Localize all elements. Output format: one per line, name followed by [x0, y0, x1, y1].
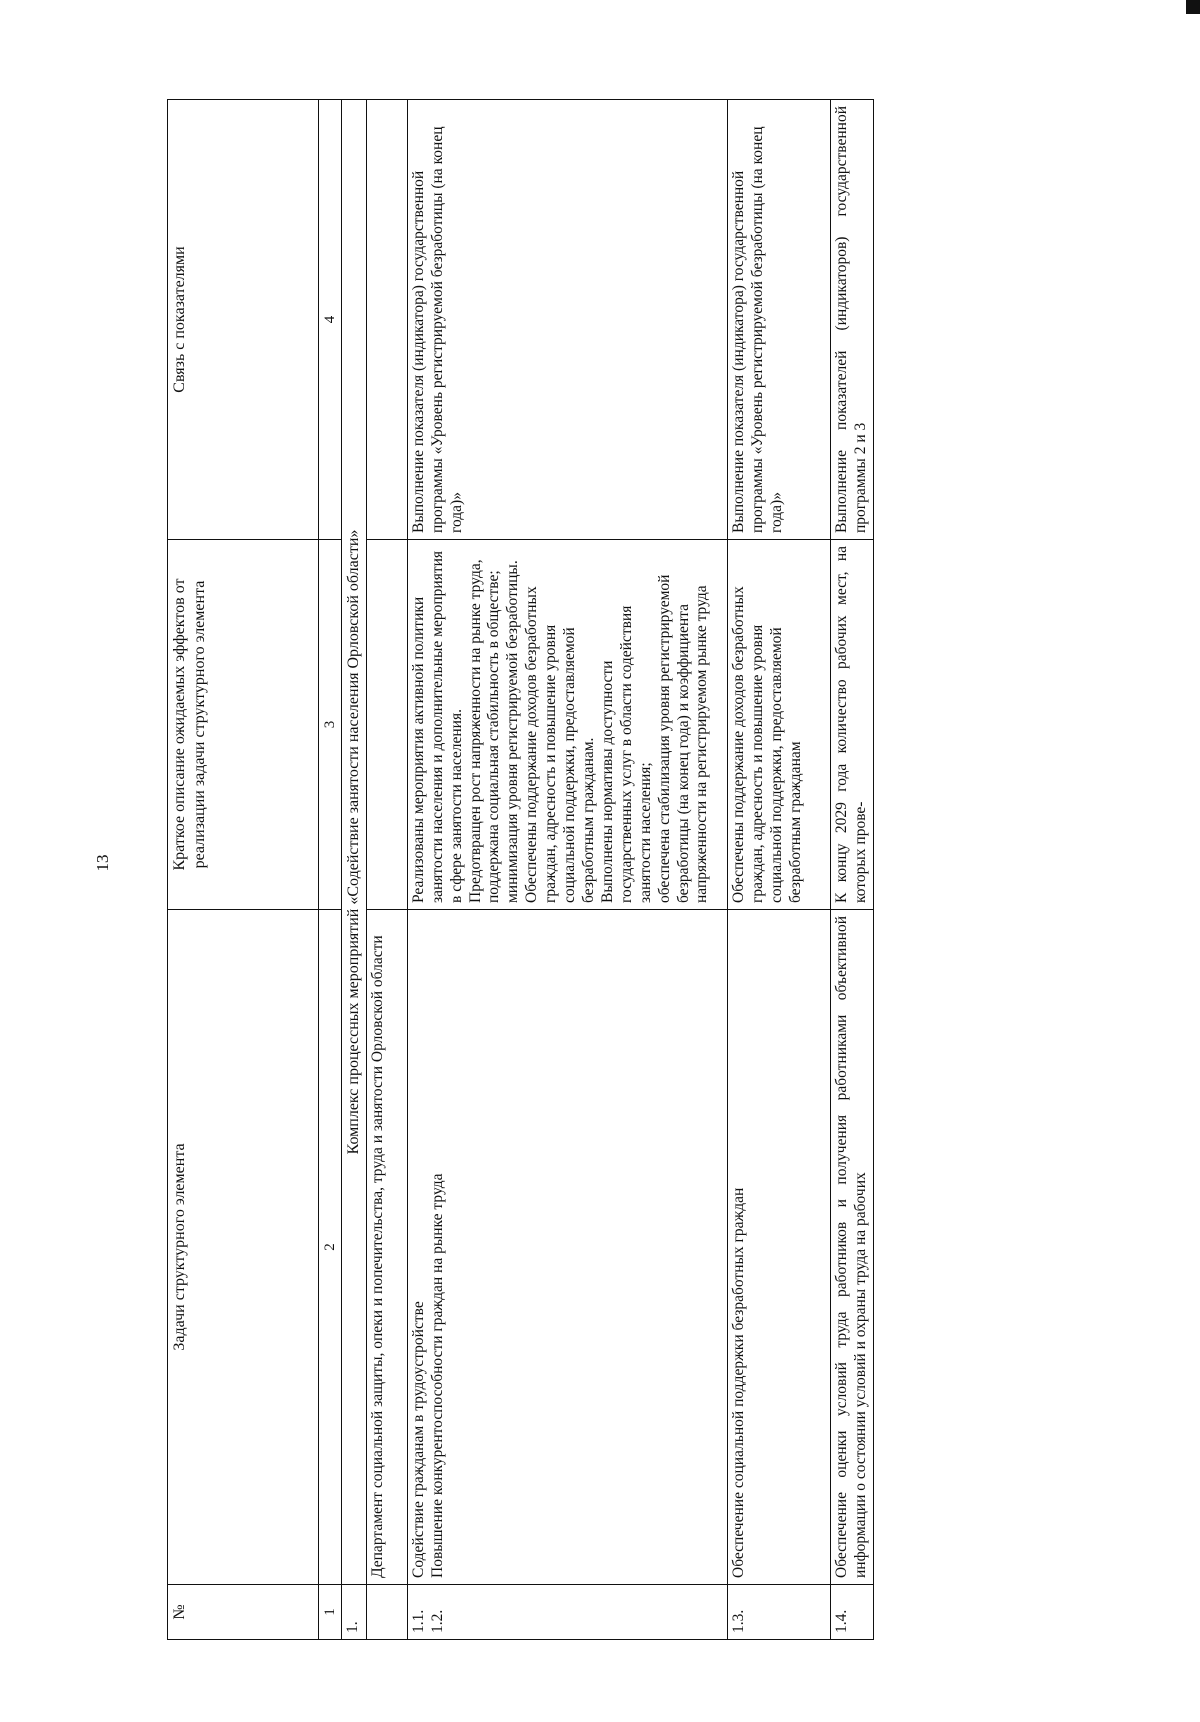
effect-1-2: Реализованы мероприятия активной политики занятости населения и дополнительные мероприятия в сфере занятости населения. Предотвращен рост напряженности на рынке труда, поддержана социальная стабильность в обществе; минимизация уровня регистрируемой безработицы. Обеспечены поддержание доходов безработных граждан, адресность и повышение уровня социальной поддержки, предоставляемой безработным гражданам. Выполнены нормативы доступности государственных услуг в области содействия занятости населения; обеспечена стабилизация уровня регистрируемой безработицы (на конец года) и коэффициента напряженности на регистрируемом рынке труда	[407, 540, 727, 910]
task-1-3: Обеспечение социальной поддержки безработных граждан	[727, 910, 830, 1585]
row-number-1-3: 1.3.	[727, 1585, 830, 1640]
row-task	[407, 910, 727, 1585]
row-number-1-4: 1.4.	[830, 1585, 873, 1640]
task-1-4: Обеспечение оценки условий труда работников и получения работниками объективной информации о состоянии условий и охраны труда на рабочих	[830, 910, 873, 1585]
link-1-3: Выполнение показателя (индикатора) государственной программы «Уровень регистрируемой безработицы (на конец года)»	[727, 100, 830, 540]
section-title: Комплекс процессных мероприятий «Содействие занятости населения Орловской области»	[342, 100, 367, 1585]
structural-elements-table	[167, 99, 874, 1640]
header-number: №	[168, 1585, 319, 1640]
effect-1-3: Обеспечены поддержание доходов безработных граждан, адресность и повышение уровня социальной поддержки, предоставляемой безработным гражданам	[727, 540, 830, 910]
table-header-row	[168, 100, 319, 1640]
section-row	[342, 100, 367, 1640]
table-row	[830, 100, 873, 1640]
page-number: 13	[93, 854, 112, 872]
header-link: Связь с показателями	[168, 100, 319, 540]
rotated-table-sheet	[167, 100, 1087, 1640]
department-link-cell	[366, 100, 407, 540]
column-index: 4	[319, 100, 342, 540]
scan-edge-mark	[1186, 0, 1200, 14]
task-1-1: Содействие гражданам в трудоустройстве	[409, 1301, 427, 1578]
link-1-2: Выполнение показателя (индикатора) государственной программы «Уровень регистрируемой безработицы (на конец года)»	[407, 100, 727, 540]
column-index: 2	[319, 910, 342, 1585]
column-index: 3	[319, 540, 342, 910]
column-index-row	[319, 100, 342, 1640]
row-number	[407, 1585, 727, 1640]
department-number-cell	[366, 1585, 407, 1640]
row-number-1-1: 1.1.	[409, 1609, 427, 1633]
department-effect-cell	[366, 540, 407, 910]
department-name: Департамент социальной защиты, опеки и попечительства, труда и занятости Орловской области	[366, 910, 407, 1585]
task-1-2: Повышение конкурентоспособности граждан на рынке труда	[428, 1173, 446, 1578]
department-row	[366, 100, 407, 1640]
header-task: Задачи структурного элемента	[168, 910, 319, 1585]
header-effect: Краткое описание ожидаемых эффектов от реализации задачи структурного элемента	[168, 540, 319, 910]
table-row	[727, 100, 830, 1640]
column-index: 1	[319, 1585, 342, 1640]
row-number-1-2: 1.2.	[428, 1609, 446, 1633]
section-number: 1.	[342, 1585, 367, 1640]
link-1-4: Выполнение показателей (индикаторов) государственной программы 2 и 3	[830, 100, 873, 540]
table-row	[407, 100, 727, 1640]
effect-1-4: К концу 2029 года количество рабочих мест, на которых прове-	[830, 540, 873, 910]
